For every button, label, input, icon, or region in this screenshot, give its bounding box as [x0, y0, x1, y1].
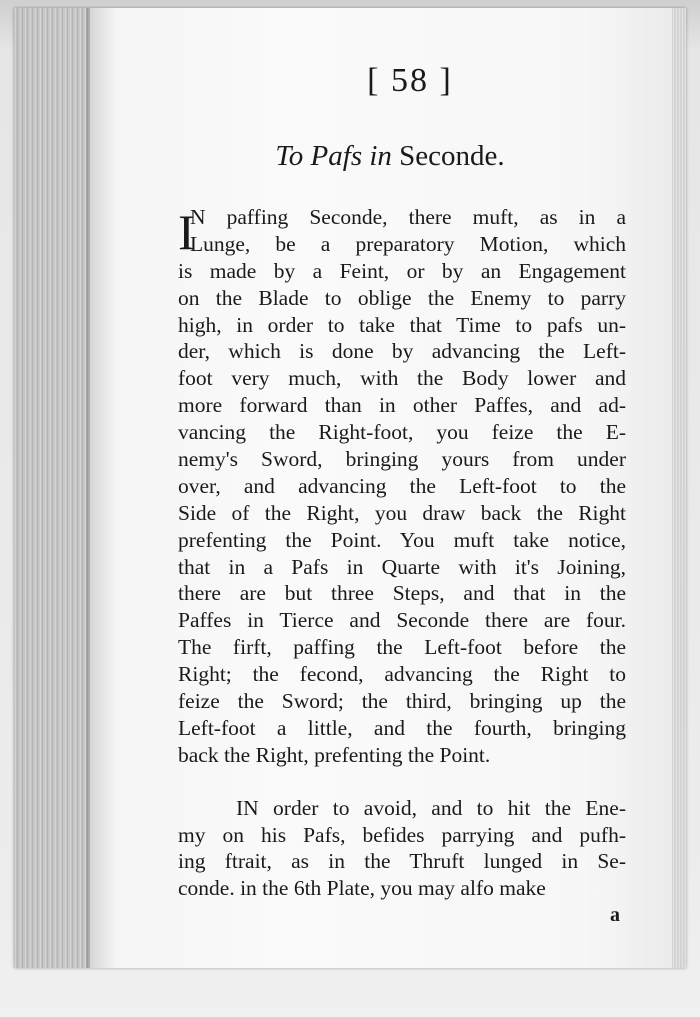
text-line: conde. in the 6th Plate, you may alfo make — [178, 876, 546, 901]
text-line: Side of the Right, you draw back the Right — [178, 500, 626, 525]
text-line: N paffing Seconde, there muft, as in a — [190, 205, 626, 229]
body-text — [178, 204, 626, 902]
text-line: ing ftrait, as in the Thruft lunged in Se- — [178, 849, 626, 874]
paragraph-1 — [178, 204, 626, 769]
text-line: foot very much, with the Body lower and — [178, 366, 626, 391]
text-line: my on his Pafs, befides parrying and pufh- — [178, 822, 626, 847]
text-line: Left-foot a little, and the fourth, bringing — [178, 715, 626, 740]
text-line: there are but three Steps, and that in the — [178, 581, 626, 606]
text-line: IN order to avoid, and to hit the Ene- — [236, 795, 626, 820]
paragraph-gap — [178, 769, 626, 795]
text-line: prefenting the Point. You muft take notice, — [178, 527, 626, 552]
gutter-shadow — [86, 8, 116, 968]
page-edge — [672, 8, 686, 968]
text-line: Lunge, be a preparatory Motion, which — [190, 231, 626, 256]
section-heading — [180, 140, 600, 173]
text-line: on the Blade to oblige the Enemy to parry — [178, 285, 626, 310]
page-number: [ 58 ] — [367, 62, 453, 99]
text-line: over, and advancing the Left-foot to the — [178, 473, 626, 498]
book-gutter — [14, 8, 90, 968]
text-line: vancing the Right-foot, you feize the E- — [178, 420, 626, 445]
text-line: feize the Sword; the third, bringing up the — [178, 689, 626, 714]
text-line: nemy's Sword, bringing yours from under — [178, 447, 626, 472]
text-line: Paffes in Tierce and Seconde there are four. — [178, 608, 626, 633]
drop-cap: I — [178, 204, 195, 260]
text-line: high, in order to take that Time to pafs un- — [178, 312, 626, 337]
text-line: Right; the fecond, advancing the Right to — [178, 662, 626, 687]
heading-italic: To Pafs in — [275, 140, 392, 172]
text-line: that in a Pafs in Quarte with it's Joining, — [178, 554, 626, 579]
catchword: a — [610, 904, 620, 926]
heading-roman: Seconde. — [399, 140, 505, 172]
text-line: back the Right, prefenting the Point. — [178, 742, 491, 767]
paragraph-2 — [178, 795, 626, 903]
text-line: more forward than in other Paffes, and ad- — [178, 393, 626, 418]
text-line: der, which is done by advancing the Left- — [178, 339, 626, 364]
text-line: The firft, paffing the Left-foot before the — [178, 635, 626, 660]
text-line: is made by a Feint, or by an Engagement — [178, 258, 626, 283]
